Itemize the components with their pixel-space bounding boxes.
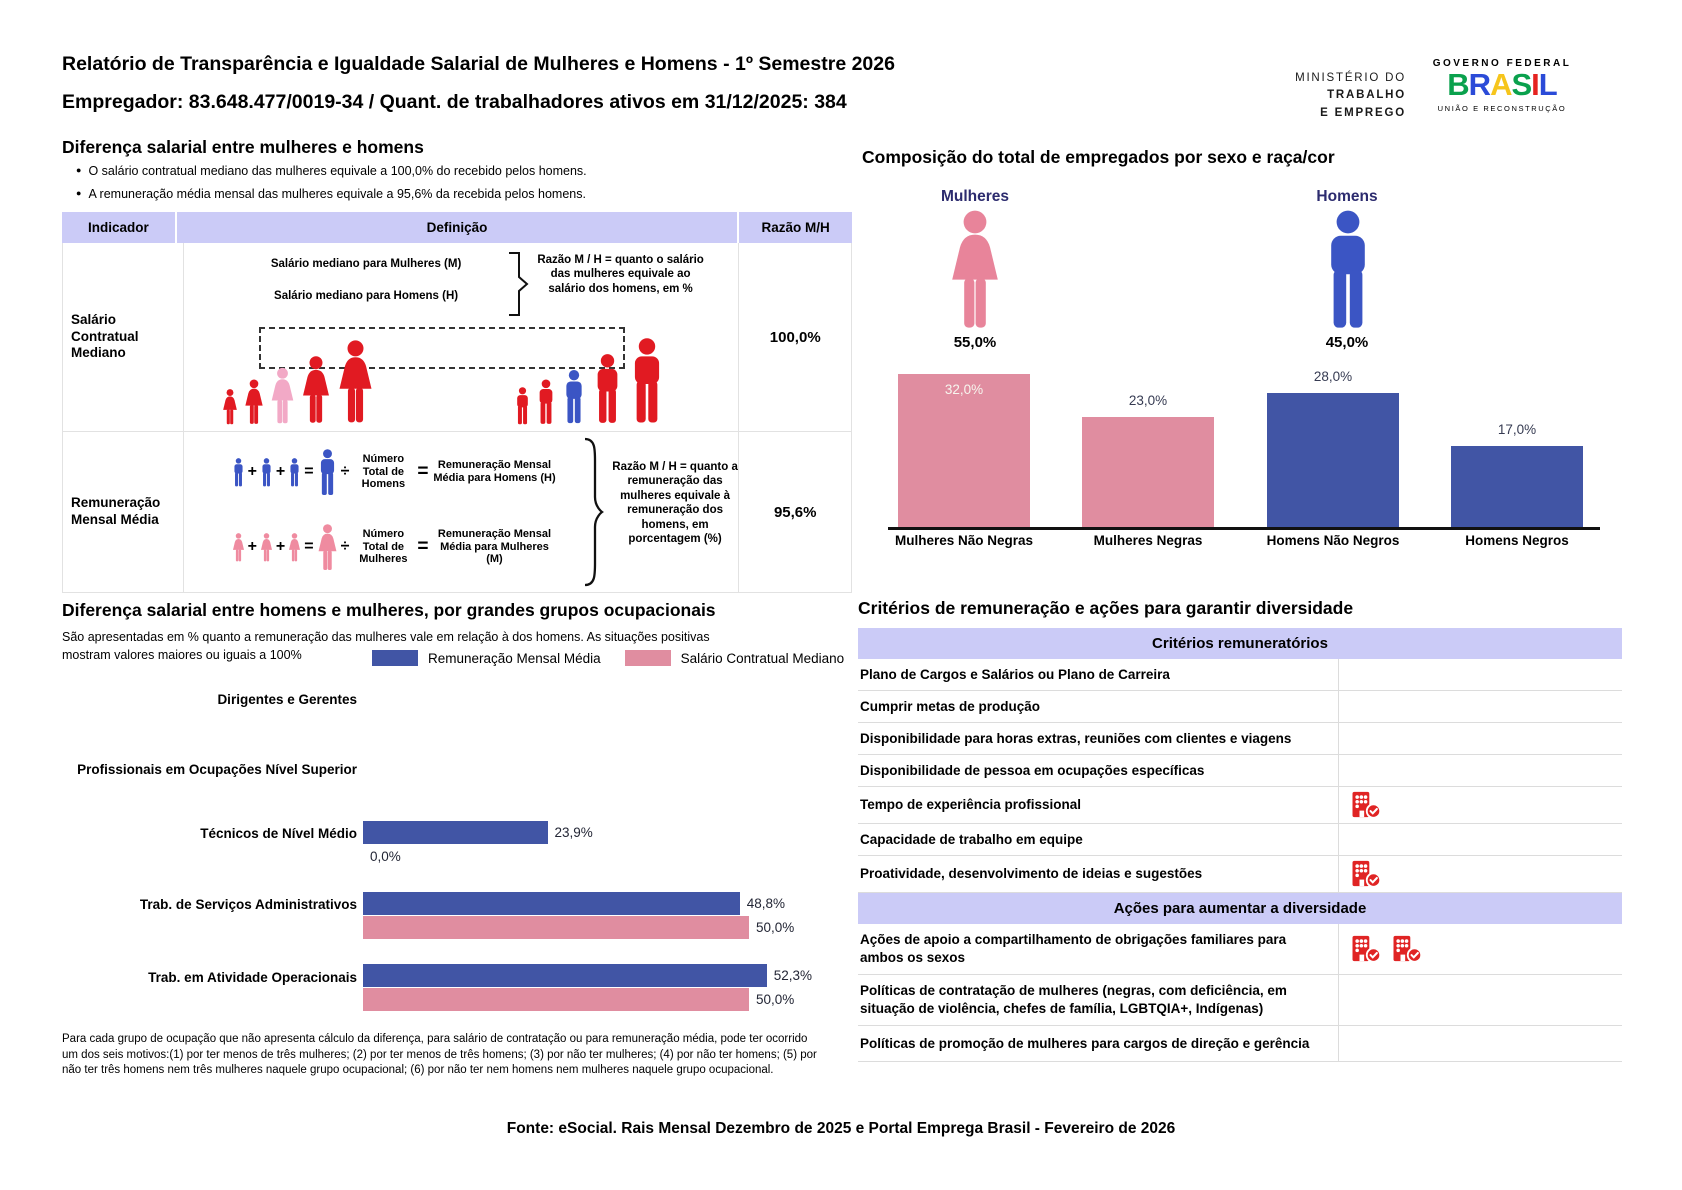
- ministry-line2: TRABALHO: [1327, 89, 1406, 102]
- col-definicao: Definição: [177, 212, 740, 243]
- occ-group-label: Técnicos de Nível Médio: [200, 826, 357, 841]
- woman-figure-icon: [244, 379, 264, 425]
- bar-category-label: Homens Negros: [1465, 533, 1569, 548]
- man-figure-large-icon: [317, 449, 338, 496]
- men-total-label: Número Total de Homens: [361, 453, 406, 491]
- ratio-value: 100,0%: [769, 328, 821, 346]
- criteria-label: Plano de Cargos e Salários ou Plano de Carreira: [860, 666, 1170, 682]
- bullet-text: O salário contratual mediano das mulheres equivale a 100,0% do recebido pelos homens.: [88, 164, 587, 178]
- ratio-value: 95,6%: [773, 503, 817, 521]
- criteria-row: [858, 975, 1622, 1026]
- indicator-table-header: [62, 212, 852, 243]
- brasil-wordmark: BRASIL: [1447, 67, 1557, 102]
- man-figure-icon: [536, 379, 556, 425]
- woman-figure-icon: [301, 355, 331, 425]
- median-women-line: Salário mediano para Mulheres (M): [270, 258, 462, 270]
- criteria-row: [858, 824, 1622, 856]
- bar-value-label: 17,0%: [1497, 421, 1537, 437]
- man-figure-icon: [232, 458, 245, 487]
- bar-category-label: Homens Não Negros: [1266, 533, 1400, 548]
- company-check-icon: [1351, 860, 1382, 888]
- criteria-label: Capacidade de trabalho em equipe: [860, 831, 1083, 847]
- bar-value-label: 23,9%: [554, 825, 593, 840]
- man-figure-median-icon: [562, 369, 586, 425]
- bar-value-label: 52,3%: [773, 968, 813, 983]
- criteria-value-cell: [1338, 659, 1622, 690]
- criteria-label: Proatividade, desenvolvimento de ideias e sugestões: [860, 866, 1203, 882]
- legend-label-scm: Salário Contratual Mediano: [680, 650, 845, 666]
- woman-figure-icon: [337, 339, 374, 425]
- plus-operator: +: [247, 538, 257, 555]
- bar-value-label: 50,0%: [756, 992, 795, 1007]
- men-group-label: Homens: [1316, 188, 1378, 205]
- indicator-table: [62, 212, 852, 593]
- equals-operator: =: [304, 463, 314, 480]
- men-result-label: Remuneração Mensal Média para Homens (H): [433, 459, 556, 484]
- criteria-value-cell: [1338, 755, 1622, 786]
- report-title: Relatório de Transparência e Igualdade Salarial de Mulheres e Homens - 1º Semestre 2026: [62, 53, 895, 75]
- criteria-value-cell: [1338, 824, 1622, 855]
- man-figure-icon: [288, 458, 301, 487]
- legend-swatch-blue: [372, 650, 418, 666]
- definition-cell: [184, 432, 740, 592]
- ministry-logo: [1295, 70, 1406, 122]
- criteria-row: [858, 787, 1622, 824]
- x-axis-line: [888, 527, 1600, 530]
- criteria-row: [858, 659, 1622, 691]
- criteria-table: [858, 628, 1622, 1062]
- criteria-label: Tempo de experiência profissional: [860, 797, 1082, 813]
- uniao-reconstrucao-label: UNIÃO E RECONSTRUÇÃO: [1437, 103, 1567, 113]
- bracket: [506, 251, 530, 317]
- equals-operator: =: [417, 536, 429, 557]
- woman-figure-large-icon: [317, 524, 338, 571]
- men-pct: 45,0%: [1325, 334, 1369, 351]
- report-header: [62, 55, 895, 112]
- ratio-note: Razão M / H = quanto a remuneração das mulheres equivale à remuneração dos homens, em porcentagem (%): [612, 461, 738, 545]
- table-row-salario-mediano: [62, 243, 852, 432]
- bar-rmm-tecnicos: [363, 821, 548, 844]
- women-total-label: Número Total de Mulheres: [359, 528, 408, 566]
- occ-bar-row: [363, 821, 593, 844]
- bar-rmm-servicos: [363, 892, 740, 915]
- criteria-label: Políticas de promoção de mulheres para cargos de direção e gerência: [860, 1035, 1310, 1051]
- criteria-value-cell: [1338, 723, 1622, 754]
- criteria-value-cell: [1338, 856, 1622, 892]
- ministry-line3: E EMPREGO: [1320, 106, 1406, 119]
- criteria-value-cell: [1338, 1026, 1622, 1061]
- company-check-icon: [1351, 935, 1382, 963]
- bar-rmm-operacionais: [363, 964, 767, 987]
- man-figure-icon: [260, 458, 273, 487]
- criteria-row: [858, 1026, 1622, 1062]
- criteria-label: Disponibilidade de pessoa em ocupações específicas: [860, 762, 1205, 778]
- woman-figure-icon: [222, 389, 238, 425]
- bullet-icon: ●: [76, 165, 82, 175]
- ratio-note: Razão M / H = quanto o salário das mulheres equivale ao salário dos homens, em %: [537, 254, 704, 295]
- criteria-row: [858, 924, 1622, 975]
- report-source-footer: Fonte: eSocial. Rais Mensal Dezembro de 2025 e Portal Emprega Brasil - Fevereiro de 2026: [506, 1120, 1176, 1137]
- occupational-title: Diferença salarial entre homens e mulheres, por grandes grupos ocupacionais: [62, 600, 716, 620]
- definition-cell: [184, 243, 740, 431]
- bar-value-label: 50,0%: [756, 920, 795, 935]
- equals-operator: =: [417, 461, 429, 482]
- woman-figure-icon: [288, 533, 301, 562]
- bullet-text: A remuneração média mensal das mulheres equivale a 95,6% da recebida pelos homens.: [88, 187, 586, 201]
- occupational-footnote: Para cada grupo de ocupação que não apresenta cálculo da diferença, para salário de contratação ou para remuneração média, pode ter ocorrido um dos seis motivos:(1) por ter menos de três mulheres; (2) por ter menos de três homens; (3) por não ter mulheres; (4) por não ter homens; (5) por não ter três homens nem três mulheres naquele grupo ocupacional; (6) por não ter nem homens nem mulheres naquele grupo ocupacional.: [62, 1033, 817, 1077]
- bar-scm-operacionais: [363, 988, 749, 1011]
- criteria-value-cell: [1338, 691, 1622, 722]
- plus-operator: +: [275, 463, 286, 480]
- women-group-label: Mulheres: [940, 188, 1010, 205]
- salary-gap-title: Diferença salarial entre mulheres e homens: [62, 137, 424, 157]
- criteria-label: Ações de apoio a compartilhamento de obrigações familiares para ambos os sexos: [860, 932, 1287, 965]
- criteria-label: Políticas de contratação de mulheres (negras, com deficiência, em situação de violência, chefes de família, LGBTQIA+, Indígenas): [860, 983, 1287, 1016]
- equals-operator: =: [304, 538, 314, 555]
- women-pct: 55,0%: [953, 334, 997, 351]
- bar-category-label: Mulheres Negras: [1093, 533, 1203, 548]
- occupational-subtitle: São apresentadas em % quanto a remuneração das mulheres vale em relação à dos homens. As situações positivas mostram valores maiores ou iguais a 100%: [62, 630, 710, 663]
- criteria-value-cell: [1338, 975, 1622, 1025]
- bar-mulheres-negras: [1082, 417, 1214, 527]
- median-men-line: Salário mediano para Homens (H): [274, 290, 459, 302]
- occ-bar-row: [363, 988, 794, 1011]
- criteria-label: Cumprir metas de produção: [860, 698, 1041, 714]
- curly-brace: [580, 437, 606, 587]
- criteria-label: Disponibilidade para horas extras, reuniões com clientes e viagens: [860, 730, 1292, 746]
- employer-line: Empregador: 83.648.477/0019-34 / Quant. de trabalhadores ativos em 31/12/2025: 384: [62, 90, 847, 113]
- salary-gap-bullets: [76, 164, 587, 210]
- divide-operator: ÷: [340, 463, 350, 480]
- woman-figure-icon: [232, 533, 245, 562]
- bar-value-label: 48,8%: [746, 896, 786, 911]
- bar-homens-nao-negros: [1267, 393, 1399, 527]
- criteria-band-diversidade: Ações para aumentar a diversidade: [858, 893, 1622, 924]
- indicator-name: Salário Contratual Mediano: [63, 243, 184, 431]
- man-figure-icon: [514, 387, 531, 425]
- bar-value-label: 23,0%: [1128, 393, 1168, 409]
- woman-figure-icon: [260, 533, 273, 562]
- occ-bar-row: [363, 892, 785, 915]
- bar-value-label: 28,0%: [1313, 369, 1353, 385]
- bar-category-label: Mulheres Não Negras: [894, 533, 1034, 548]
- chart-legend: [372, 650, 844, 666]
- company-check-icon: [1351, 791, 1382, 819]
- plus-operator: +: [247, 463, 257, 480]
- criteria-row: [858, 723, 1622, 755]
- man-figure-icon: [592, 353, 623, 425]
- ministry-line1: MINISTÉRIO DO: [1295, 72, 1406, 84]
- man-figure-icon: [628, 337, 666, 425]
- occ-group-label: Trab. em Atividade Operacionais: [148, 970, 357, 985]
- occ-bar-row: [363, 964, 812, 987]
- man-pictogram-icon: [1312, 210, 1384, 330]
- governo-federal-label: GOVERNO FEDERAL: [1432, 58, 1572, 69]
- criteria-row: [858, 755, 1622, 787]
- legend-swatch-pink: [625, 650, 671, 666]
- bar-value-label: 32,0%: [944, 382, 984, 398]
- bar-scm-servicos: [363, 916, 749, 939]
- divide-operator: ÷: [340, 538, 350, 555]
- bullet-icon: ●: [76, 188, 82, 198]
- col-indicador: Indicador: [62, 212, 177, 243]
- woman-figure-median-icon: [270, 367, 295, 425]
- legend-label-rmm: Remuneração Mensal Média: [428, 650, 601, 666]
- governo-federal-logo: [1422, 58, 1582, 113]
- bar-homens-negros: [1451, 446, 1583, 527]
- occ-bar-row: [363, 916, 794, 939]
- occ-group-label: Dirigentes e Gerentes: [217, 692, 357, 707]
- criteria-value-cell: [1338, 787, 1622, 823]
- plus-operator: +: [275, 538, 286, 555]
- criteria-row: [858, 691, 1622, 723]
- col-razao: Razão M/H: [739, 212, 852, 243]
- occ-bar-row: [363, 845, 401, 868]
- women-result-label: Remuneração Mensal Média para Mulheres (M): [437, 528, 552, 566]
- company-check-icon: [1392, 935, 1423, 963]
- bar-value-label: 0,0%: [370, 849, 401, 864]
- table-row-remuneracao-media: [62, 432, 852, 593]
- occ-group-label: Trab. de Serviços Administrativos: [139, 897, 357, 912]
- criteria-value-cell: [1338, 924, 1622, 974]
- indicator-name: Remuneração Mensal Média: [63, 432, 184, 592]
- composition-title: Composição do total de empregados por sexo e raça/cor: [862, 147, 1335, 167]
- woman-pictogram-icon: [936, 210, 1014, 330]
- criteria-row: [858, 856, 1622, 893]
- criteria-title: Critérios de remuneração e ações para garantir diversidade: [858, 598, 1354, 618]
- occ-group-label: Profissionais em Ocupações Nível Superior: [77, 762, 357, 777]
- criteria-band-remuneratorios: Critérios remuneratórios: [858, 628, 1622, 659]
